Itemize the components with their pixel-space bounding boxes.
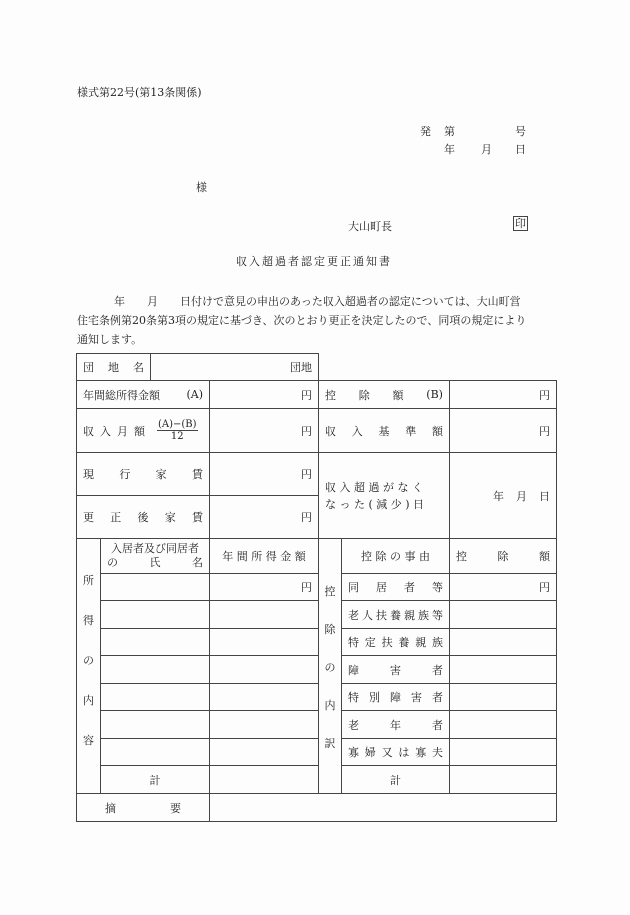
date-day: 日 bbox=[539, 489, 550, 503]
reason-elderly-dependent bbox=[342, 601, 449, 628]
char: 更 bbox=[83, 511, 94, 524]
no-excess-date-label bbox=[319, 453, 449, 538]
standard-label bbox=[319, 409, 449, 452]
char: 容 bbox=[83, 734, 94, 747]
no-excess-date-field[interactable] bbox=[450, 453, 556, 538]
annual-income-label bbox=[77, 381, 209, 408]
char: 得 bbox=[83, 614, 94, 627]
resident-name-field[interactable] bbox=[101, 656, 209, 683]
resident-income-field[interactable] bbox=[210, 711, 318, 738]
issue-day: 日 bbox=[515, 143, 526, 156]
deduction-section-label bbox=[319, 572, 341, 762]
yen-unit: 円 bbox=[301, 511, 312, 524]
form-number: 様式第22号(第13条関係) bbox=[77, 86, 202, 99]
char: 者 bbox=[432, 691, 443, 704]
issue-go: 号 bbox=[515, 125, 526, 138]
standard-field[interactable] bbox=[450, 409, 556, 452]
char: 婦 bbox=[364, 746, 376, 759]
char: 控 bbox=[456, 550, 467, 563]
char: 基 bbox=[378, 424, 390, 438]
char: 準 bbox=[405, 424, 417, 438]
total-text: 計 bbox=[390, 773, 401, 787]
body-text-line2: 住宅条例第20条第3項の規定に基づき、次のとおり更正を決定したので、同項の規定により bbox=[77, 314, 527, 327]
reason-amount-field[interactable] bbox=[450, 739, 556, 765]
document-title: 収入超過者認定更正通知書 bbox=[236, 255, 392, 268]
annual-income-text: 年間総所得金額 bbox=[83, 388, 160, 402]
rule bbox=[556, 380, 557, 821]
char: 収 bbox=[325, 424, 336, 438]
annual-income-field[interactable] bbox=[210, 381, 318, 408]
char: の bbox=[324, 661, 336, 674]
resident-name-field[interactable] bbox=[101, 629, 209, 655]
issue-month: 月 bbox=[481, 143, 492, 156]
char: の bbox=[83, 654, 94, 667]
char: 族 bbox=[418, 608, 429, 622]
char: 内 bbox=[83, 694, 94, 707]
char: 名 bbox=[133, 361, 144, 374]
char: 入 bbox=[100, 424, 111, 438]
char: 控 bbox=[324, 585, 336, 598]
resident-header-line1: 入居者及び同居者 bbox=[111, 542, 199, 555]
char: 正 bbox=[110, 511, 122, 524]
char: 又 bbox=[381, 746, 393, 759]
amount-header bbox=[450, 539, 556, 573]
char: 賃 bbox=[191, 468, 203, 481]
yen-unit: 円 bbox=[539, 424, 550, 438]
resident-income-field[interactable] bbox=[210, 574, 318, 600]
char: 入 bbox=[351, 424, 363, 438]
rule bbox=[76, 821, 557, 822]
reason-cohabitant bbox=[342, 574, 449, 600]
danchi-field[interactable] bbox=[151, 354, 318, 380]
char: 月 bbox=[117, 424, 128, 438]
issue-hatsu: 発 bbox=[420, 125, 431, 138]
char: 親 bbox=[415, 636, 427, 649]
yen-unit: 円 bbox=[301, 468, 312, 481]
current-rent-field[interactable] bbox=[210, 453, 318, 495]
current-rent-label bbox=[77, 453, 209, 495]
char: 族 bbox=[431, 636, 443, 649]
char: 除 bbox=[497, 550, 509, 563]
income-total-field[interactable] bbox=[210, 766, 318, 793]
char: 団 bbox=[83, 361, 94, 374]
resident-income-field[interactable] bbox=[210, 656, 318, 683]
resident-name-field[interactable] bbox=[101, 601, 209, 628]
char: 定 bbox=[364, 636, 376, 649]
annual-header-text: 年 間 所 得 金 額 bbox=[222, 550, 306, 563]
reason-elderly bbox=[342, 711, 449, 738]
issuer-name: 大山町長 bbox=[348, 220, 392, 233]
reason-amount-field[interactable] bbox=[450, 629, 556, 655]
deduction-total-field[interactable] bbox=[450, 766, 556, 793]
yen-unit: 円 bbox=[539, 388, 550, 402]
total-text: 計 bbox=[149, 773, 161, 787]
char: 養 bbox=[390, 608, 401, 622]
char: 等 bbox=[432, 608, 443, 622]
char: 摘 bbox=[105, 801, 116, 815]
char: 除 bbox=[324, 623, 336, 636]
char: 内 bbox=[324, 699, 336, 712]
char: 氏 bbox=[149, 556, 161, 569]
resident-income-field[interactable] bbox=[210, 601, 318, 628]
remarks-field[interactable] bbox=[210, 794, 556, 821]
char: 者 bbox=[432, 718, 443, 732]
reason-amount-field[interactable] bbox=[450, 574, 556, 600]
char: 賃 bbox=[192, 511, 203, 524]
char: 老 bbox=[348, 718, 359, 732]
char: 夫 bbox=[431, 746, 443, 759]
no-excess-line1: 収 入 超 過 が な く bbox=[325, 480, 423, 494]
char: は bbox=[398, 746, 410, 759]
reason-amount-field[interactable] bbox=[450, 684, 556, 710]
yen-unit: 円 bbox=[539, 581, 550, 594]
char: 養 bbox=[398, 636, 410, 649]
yen-unit: 円 bbox=[301, 388, 312, 402]
formula-numerator: (A)−(B) bbox=[158, 419, 197, 430]
char: 障 bbox=[390, 691, 401, 704]
resident-income-field[interactable] bbox=[210, 739, 318, 765]
char: 年 bbox=[390, 718, 401, 732]
seal-mark: 印 bbox=[515, 217, 526, 230]
char: 等 bbox=[432, 581, 443, 594]
char: 特 bbox=[348, 691, 359, 704]
reason-amount-field[interactable] bbox=[450, 656, 556, 683]
deduction-field[interactable] bbox=[450, 381, 556, 408]
reason-disabled bbox=[342, 656, 449, 683]
date-month: 月 bbox=[516, 489, 527, 503]
danchi-suffix: 団地 bbox=[290, 361, 312, 374]
formula bbox=[157, 419, 198, 442]
char: 現 bbox=[83, 468, 94, 481]
reason-header bbox=[342, 539, 449, 573]
monthly-income-label bbox=[77, 409, 209, 452]
yen-unit: 円 bbox=[301, 424, 312, 438]
char: 人 bbox=[362, 608, 373, 622]
remarks-label bbox=[77, 794, 209, 821]
char: 別 bbox=[369, 691, 380, 704]
formula-denominator: 12 bbox=[170, 431, 184, 442]
char: 家 bbox=[164, 511, 176, 524]
char: 者 bbox=[432, 663, 443, 677]
reason-amount-field[interactable] bbox=[450, 601, 556, 628]
resident-name-field[interactable] bbox=[101, 574, 209, 600]
resident-name-field[interactable] bbox=[101, 739, 209, 765]
resident-income-field[interactable] bbox=[210, 684, 318, 710]
reason-specific-dependent bbox=[342, 629, 449, 655]
char: の bbox=[107, 556, 118, 569]
char: 行 bbox=[119, 468, 131, 481]
resident-header-line2 bbox=[107, 556, 203, 570]
danchi-label bbox=[77, 354, 150, 380]
char: 後 bbox=[137, 511, 149, 524]
char: 所 bbox=[83, 574, 94, 587]
date-year: 年 bbox=[493, 489, 504, 503]
char: 者 bbox=[404, 581, 415, 594]
reason-amount-field[interactable] bbox=[450, 711, 556, 738]
body-text-line1 bbox=[114, 293, 521, 309]
char: 地 bbox=[108, 361, 119, 374]
addressee-suffix: 様 bbox=[196, 181, 207, 194]
char: 額 bbox=[539, 550, 550, 563]
char: 扶 bbox=[381, 636, 393, 649]
yen-unit: 円 bbox=[301, 581, 312, 594]
char: 障 bbox=[348, 663, 359, 677]
deduction-label bbox=[319, 381, 449, 408]
body-text-line3: 通知します。 bbox=[77, 333, 143, 346]
resident-income-field[interactable] bbox=[210, 629, 318, 655]
revised-rent-field[interactable] bbox=[210, 496, 318, 538]
char: 家 bbox=[155, 468, 167, 481]
char: 害 bbox=[411, 691, 422, 704]
annual-header bbox=[210, 539, 318, 573]
char: 同 bbox=[348, 581, 359, 594]
char: 名 bbox=[192, 556, 203, 569]
char: 寡 bbox=[415, 746, 427, 759]
char: 害 bbox=[390, 663, 401, 677]
resident-name-field[interactable] bbox=[101, 684, 209, 710]
annual-income-mark: (A) bbox=[186, 388, 203, 401]
income-total-label bbox=[101, 766, 209, 793]
char: 額 bbox=[432, 424, 443, 438]
reason-widow bbox=[342, 739, 449, 765]
deduction-mark: (B) bbox=[426, 388, 443, 401]
issue-dai: 第 bbox=[444, 125, 455, 138]
char: 収 bbox=[83, 424, 94, 438]
char: 額 bbox=[392, 388, 404, 402]
char: 寡 bbox=[348, 746, 359, 759]
issue-year: 年 bbox=[444, 143, 455, 156]
deduction-total-label bbox=[342, 766, 449, 793]
monthly-income-field[interactable] bbox=[210, 409, 318, 452]
char: 居 bbox=[376, 581, 387, 594]
revised-rent-label bbox=[77, 496, 209, 538]
char: 親 bbox=[404, 608, 415, 622]
income-section-label bbox=[77, 560, 100, 760]
char: 除 bbox=[358, 388, 370, 402]
body-line1: 年 月 日付けで意見の申出のあった収入超過者の認定については、大山町営 bbox=[114, 295, 521, 308]
no-excess-line2: な っ た ( 減 少 ) 日 bbox=[325, 497, 425, 511]
resident-header bbox=[101, 539, 209, 573]
char: 額 bbox=[134, 424, 145, 438]
char: 老 bbox=[348, 608, 359, 622]
resident-name-field[interactable] bbox=[101, 711, 209, 738]
char: 要 bbox=[170, 801, 181, 815]
char: 訳 bbox=[324, 737, 336, 750]
char: 扶 bbox=[376, 608, 387, 622]
char: 特 bbox=[348, 636, 359, 649]
reason-special-disabled bbox=[342, 684, 449, 710]
reason-header-text: 控 除 の 事 由 bbox=[361, 550, 430, 563]
char: 控 bbox=[325, 388, 336, 402]
